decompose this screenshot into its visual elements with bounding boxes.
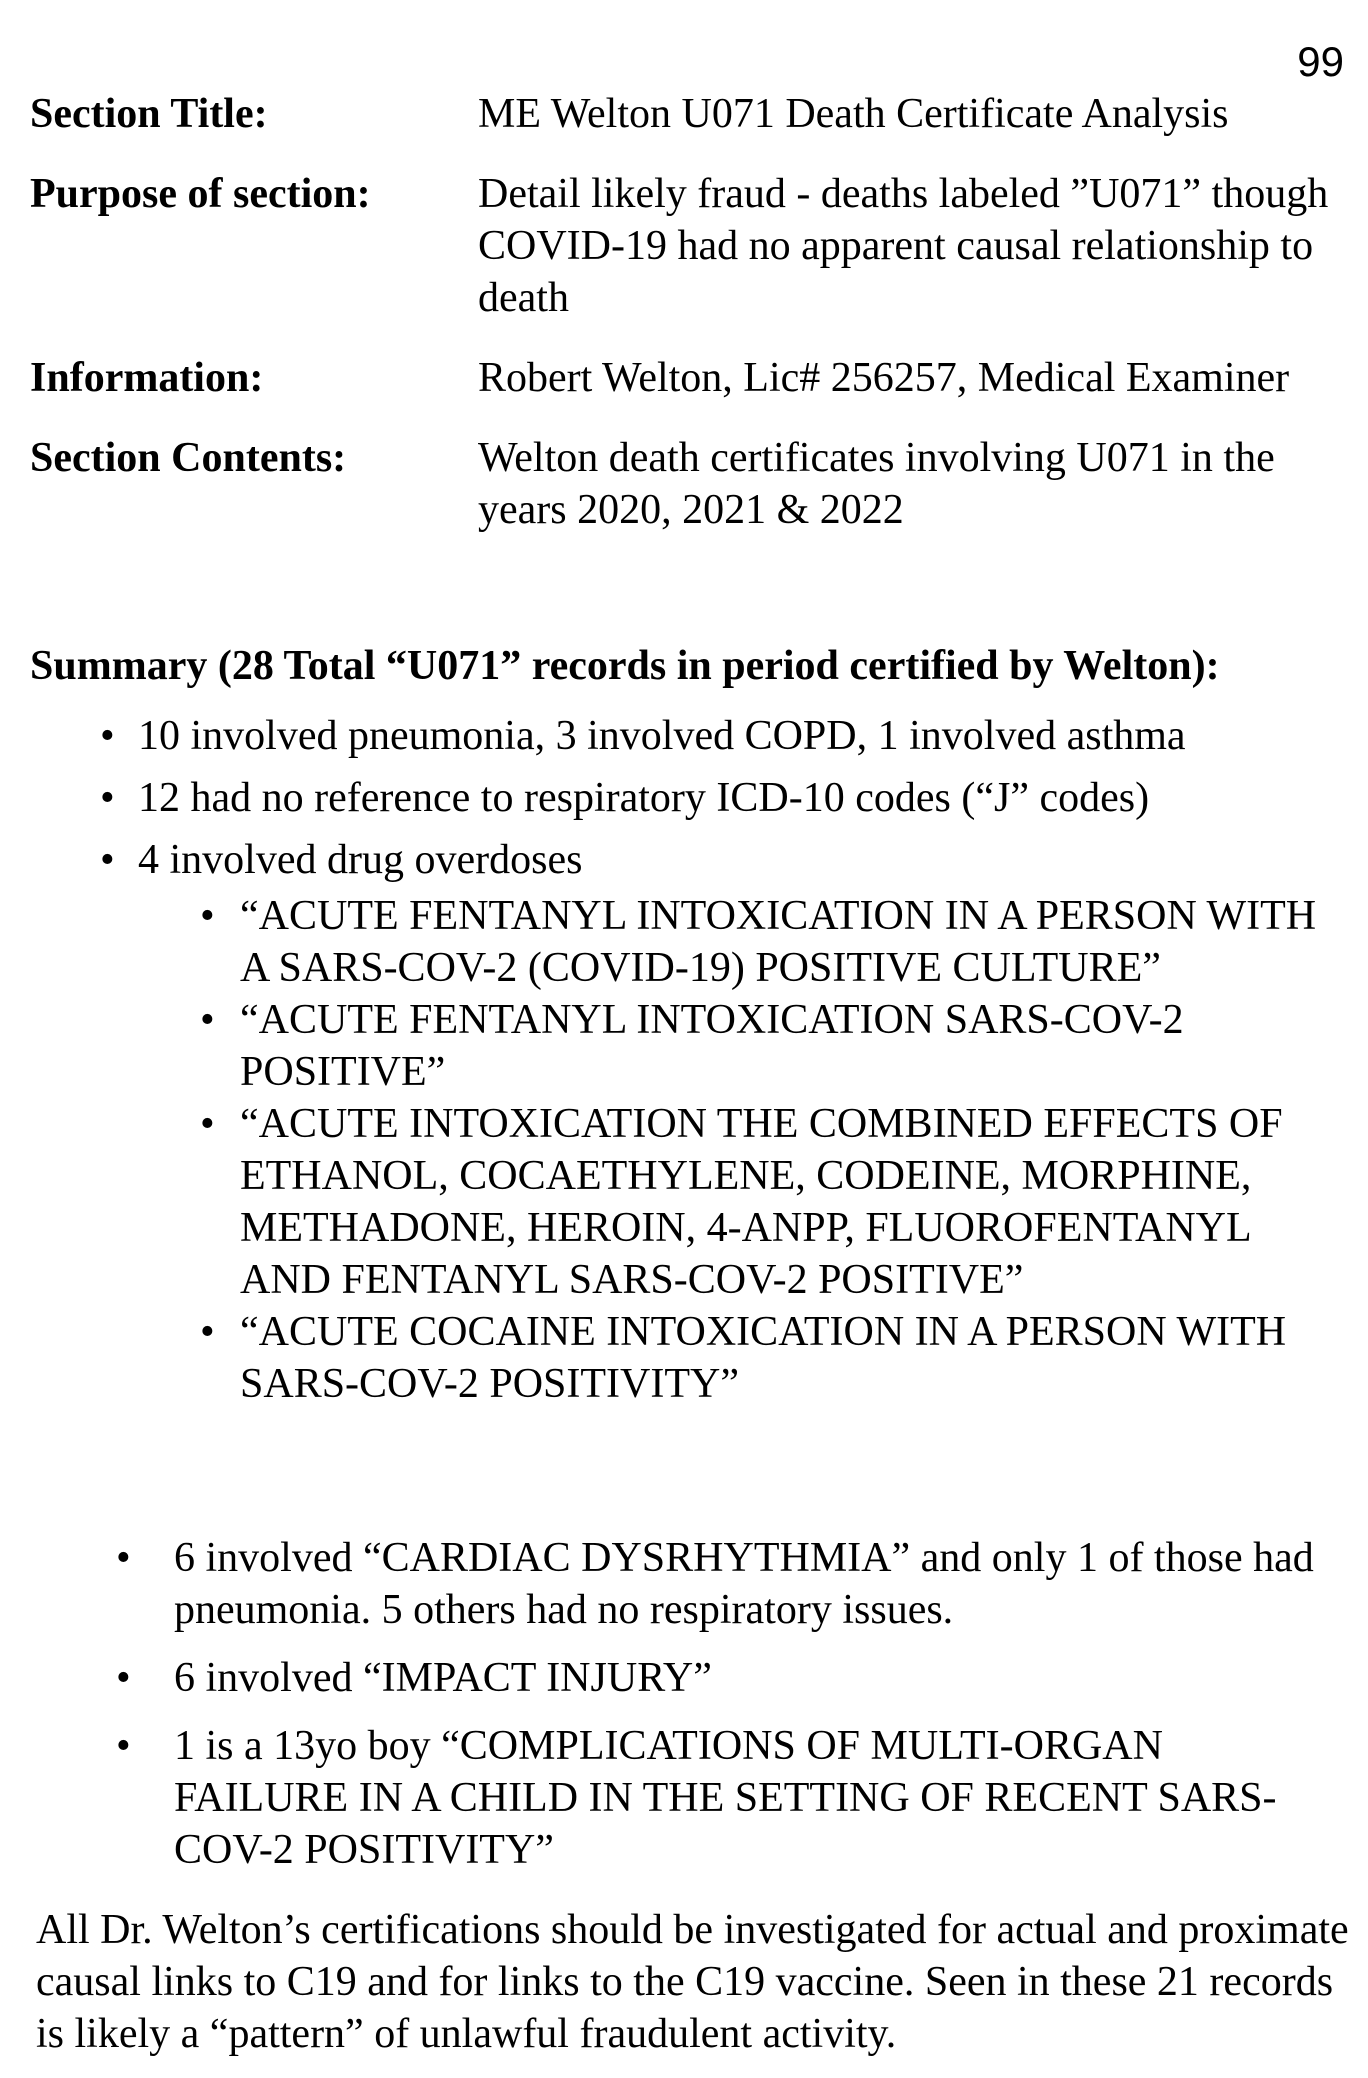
- contents-label: Section Contents:: [30, 435, 347, 481]
- section-title-value: ME Welton U071 Death Certificate Analysis: [478, 91, 1229, 137]
- overdose-item: • “ACUTE FENTANYL INTOXICATION IN A PERSON WITH A SARS-COV-2 (COVID-19) POSITIVE CULTURE”: [200, 890, 1340, 994]
- summary-item-respiratory: • 10 involved pneumonia, 3 involved COPD, 1 involved asthma: [100, 710, 1340, 762]
- contents-row: [30, 432, 1350, 536]
- purpose-value: Detail likely fraud - deaths labeled ”U071” though COVID-19 had no apparent causal relationship to death: [478, 171, 1329, 321]
- summary-item-impact: • 6 involved “IMPACT INJURY”: [116, 1652, 1346, 1704]
- summary-list: [100, 710, 1340, 1420]
- summary-list-continued: [116, 1532, 1346, 1892]
- information-label: Information:: [30, 355, 264, 401]
- summary-item-child: • 1 is a 13yo boy “COMPLICATIONS OF MULTI-ORGAN FAILURE IN A CHILD IN THE SETTING OF RECENT SARS-COV-2 POSITIVITY”: [116, 1720, 1346, 1876]
- overdose-item: • “ACUTE FENTANYL INTOXICATION SARS-COV-2 POSITIVE”: [200, 994, 1340, 1098]
- summary-title: Summary (28 Total “U071” records in period certified by Welton):: [30, 643, 1220, 689]
- summary-item-cardiac: • 6 involved “CARDIAC DYSRHYTHMIA” and only 1 of those had pneumonia. 5 others had no respiratory issues.: [116, 1532, 1346, 1636]
- summary-item-overdoses: [100, 834, 1340, 1410]
- page-number: 99: [1297, 38, 1344, 85]
- contents-value: Welton death certificates involving U071 in the years 2020, 2021 & 2022: [478, 435, 1275, 533]
- overdose-heading: 4 involved drug overdoses: [138, 837, 583, 883]
- overdose-list: [138, 890, 1340, 1410]
- information-value: Robert Welton, Lic# 256257, Medical Examiner: [478, 355, 1290, 401]
- purpose-label: Purpose of section:: [30, 171, 371, 217]
- overdose-item: • “ACUTE INTOXICATION THE COMBINED EFFECTS OF ETHANOL, COCAETHYLENE, CODEINE, MORPHINE, METHADONE, HEROIN, 4-ANPP, FLUOROFENTANYL AND FENTANYL SARS-COV-2 POSITIVE”: [200, 1098, 1340, 1306]
- summary-item-no-respiratory: • 12 had no reference to respiratory ICD-10 codes (“J” codes): [100, 772, 1340, 824]
- section-title-row: [30, 88, 1350, 140]
- section-metadata: [30, 88, 1350, 536]
- section-title-label: Section Title:: [30, 91, 268, 137]
- information-row: [30, 352, 1350, 404]
- purpose-row: [30, 168, 1350, 324]
- overdose-item: • “ACUTE COCAINE INTOXICATION IN A PERSON WITH SARS-COV-2 POSITIVITY”: [200, 1306, 1340, 1410]
- conclusion-paragraph: All Dr. Welton’s certifications should be investigated for actual and proximate causal links to C19 and for links to the C19 vaccine. Seen in these 21 records is likely a “pattern” of unlawful fraudulent activity.: [36, 1907, 1349, 2057]
